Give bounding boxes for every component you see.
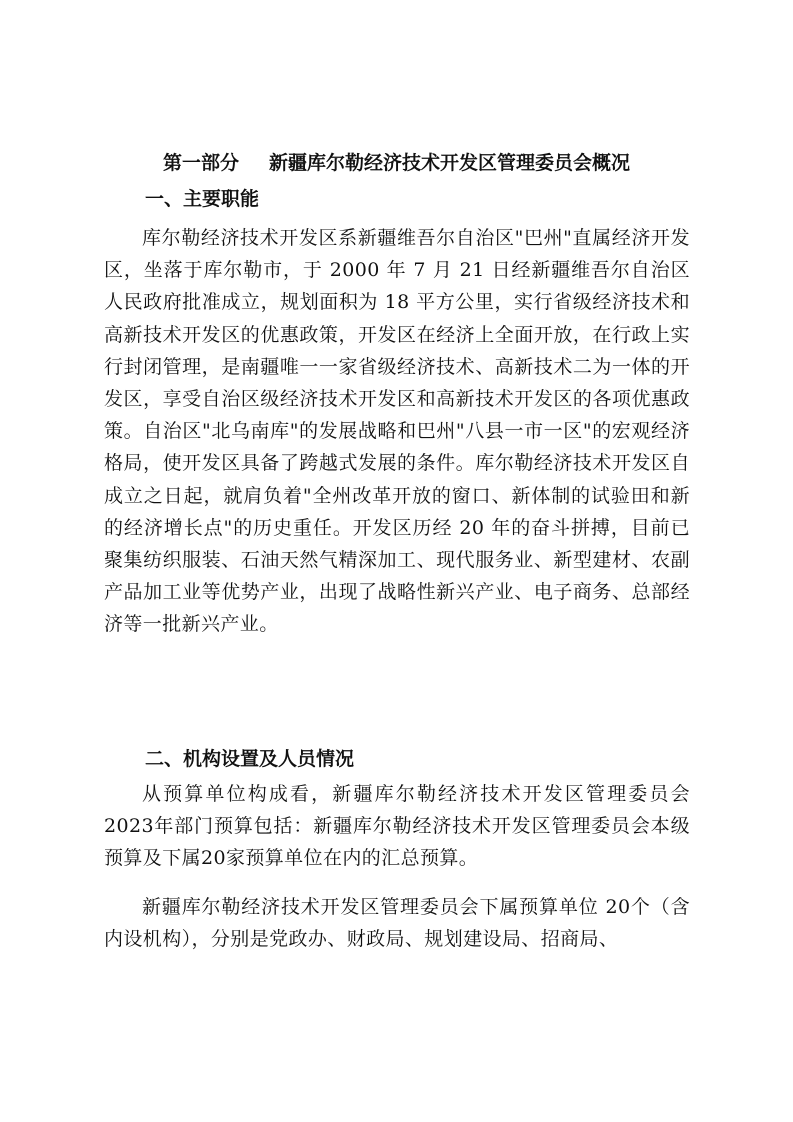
title-text: 新疆库尔勒经济技术开发区管理委员会概况 (269, 152, 631, 174)
section-heading-main-functions: 一、主要职能 (145, 188, 260, 210)
section-heading-organization: 二、机构设置及人员情况 (145, 748, 355, 770)
organization-paragraph-budget: 从预算单位构成看，新疆库尔勒经济技术开发区管理委员会2023年部门预算包括：新疆库尔勒经济技术开发区管理委员会本级预算及下属20家预算单位在内的汇总预算。 (104, 783, 690, 870)
organization-paragraph-units: 新疆库尔勒经济技术开发区管理委员会下属预算单位 20个（含内设机构），分别是党政办、财政局、规划建设局、招商局、 (104, 896, 690, 951)
document-title (0, 146, 793, 180)
main-functions-paragraph: 库尔勒经济技术开发区系新疆维吾尔自治区"巴州"直属经济开发区，坐落于库尔勒市，于 2000 年 7 月 21 日经新疆维吾尔自治区人民政府批准成立，规划面积为 18 平方公里，实行省级经济技术和高新技术开发区的优惠政策，开发区在经济上全面开放，在行政上实行封闭管理，是南疆唯一一家省级经济技术、高新技术二为一体的开发区，享受自治区级经济技术开发区和高新技术开发区的各项优惠政策。自治区"北乌南库"的发展战略和巴州"八县一市一区"的宏观经济格局，使开发区具备了跨越式发展的条件。库尔勒经济技术开发区自成立之日起，就肩负着"全州改革开放的窗口、新体制的试验田和新的经济增长点"的历史重任。开发区历经 20 年的奋斗拼搏，目前已聚集纺织服装、石油天然气精深加工、现代服务业、新型建材、农副产品加工业等优势产业，出现了战略性新兴产业、电子商务、总部经济等一批新兴产业。 (104, 227, 690, 636)
title-part-label: 第一部分 (162, 152, 239, 174)
